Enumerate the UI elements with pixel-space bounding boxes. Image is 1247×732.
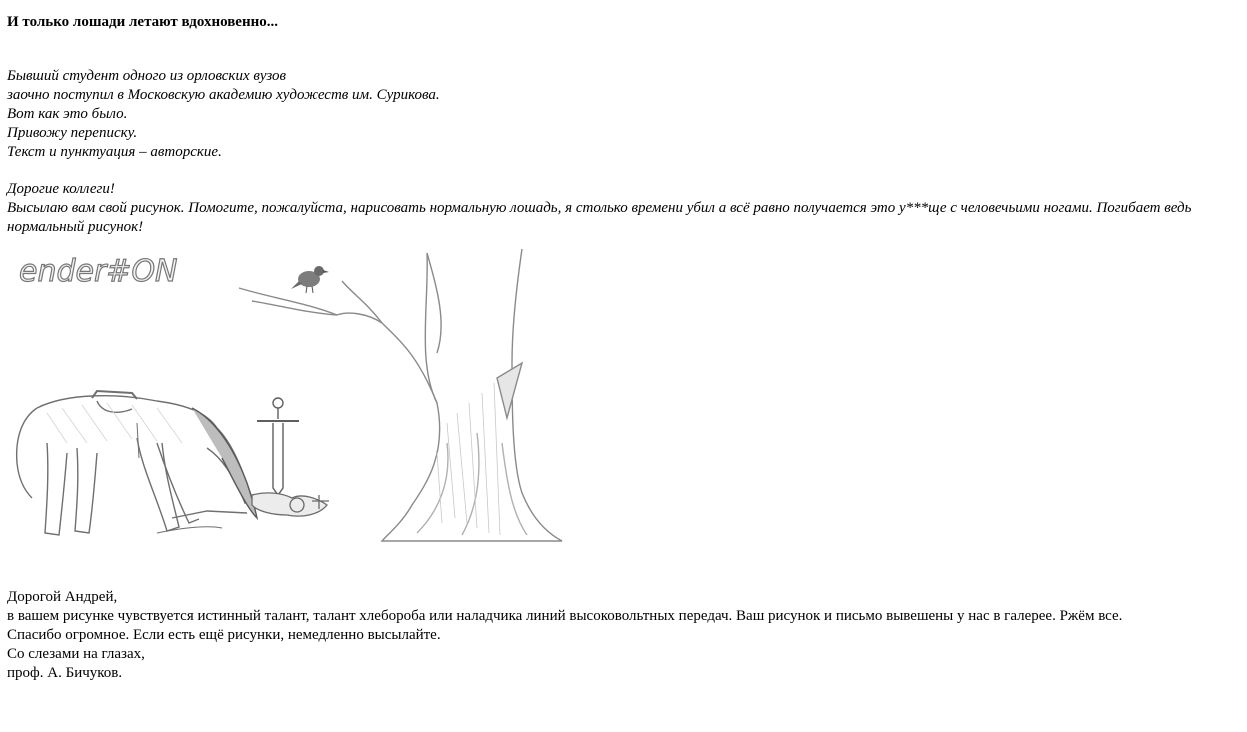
letter-body: Высылаю вам свой рисунок. Помогите, пожалуйста, нарисовать нормальную лошадь, я столько времени убил а всё равно получается это у***ще с человечьими ногами. Погибает ведь нормальный рисунок! (7, 200, 1192, 235)
page-title: И только лошади летают вдохновенно... (7, 14, 279, 30)
drawing-watermark: ender#ON (19, 254, 178, 289)
intro-line: Текст и пунктуация – авторские. (7, 144, 222, 160)
intro-line: заочно поступил в Московскую академию художеств им. Сурикова. (7, 87, 440, 103)
reply-line: проф. А. Бичуков. (7, 665, 123, 681)
intro-line: Привожу переписку. (7, 125, 138, 141)
intro-line: Бывший студент одного из орловских вузов (7, 68, 286, 84)
professor-reply (7, 588, 1247, 683)
student-letter (7, 180, 1243, 237)
reply-line: в вашем рисунке чувствуется истинный талант, талант хлебороба или наладчика линий высоковольтных передач. Ваш рисунок и письмо вывешены у нас в галерее. Ржём все. (7, 608, 1123, 624)
intro-text (7, 67, 1247, 162)
reply-line: Дорогой Андрей, (7, 589, 118, 605)
reply-line: Спасибо огромное. Если есть ещё рисунки, немедленно высылайте. (7, 627, 441, 643)
letter-greeting: Дорогие коллеги! (7, 181, 115, 197)
reply-line: Со слезами на глазах, (7, 646, 145, 662)
pencil-drawing (7, 243, 565, 553)
intro-line: Вот как это было. (7, 106, 128, 122)
